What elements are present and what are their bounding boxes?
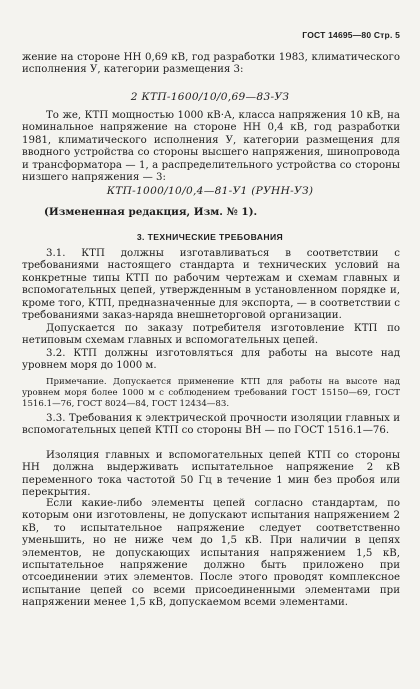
clause-3-2: 3.2. КТП должны изготовляться для работы на высоте над уровнем моря до 1000 м. — [22, 348, 400, 372]
clause-3-2-note: Примечание. Допускается применение КТП для работы на высоте над уровнем моря более 1000 м с соблюдением требований ГОСТ 15150—69, ГОСТ 1516.1—76, ГОСТ 8024—84, ГОСТ 12434—83. — [22, 377, 400, 409]
running-header: ГОСТ 14695—80 Стр. 5 — [302, 30, 400, 40]
designation-formula-1: 2 КТП-1600/10/0,69—83-УЗ — [130, 91, 290, 103]
section-title: 3. ТЕХНИЧЕСКИЕ ТРЕБОВАНИЯ — [136, 232, 284, 242]
clause-3-3-test-voltage: Если какие-либо элементы цепей согласно стандартам, по которым они изготовлены, не допускают испытания напряжением 2 кВ, то испытательное напряжение следует соответственно уменьшить, но не ниже чем до 1,5 кВ. При наличии в цепях элементов, не допускающих испытания напряжением 1,5 кВ, испытательное напряжение должно быть приложено при отсоединении этих элементов. После этого проводят комплексное испытание цепей со всеми присоединенными элементами при напряжении менее 1,5 кВ, допускаемом всеми элементами. — [22, 498, 400, 609]
clause-3-1: 3.1. КТП должны изготавливаться в соответствии с требованиями настоящего стандарта и технических условий на конкретные типы КТП по рабочим чертежам и схемам главных и вспомогательных цепей, утвержденным в установленном порядке и, кроме того, КТП, предназначенные для экспорта, — в соответствии с требованиями заказ-наряда внешнеторговой организации. — [22, 248, 400, 322]
clause-3-3-insulation: Изоляция главных и вспомогательных цепей КТП со стороны НН должна выдерживать испытательное напряжение 2 кВ переменного тока частотой 50 Гц в течение 1 мин без пробоя или перекрытия. — [22, 450, 400, 499]
revision-note: (Измененная редакция, Изм. № 1). — [44, 206, 258, 218]
designation-formula-2: КТП-1000/10/0,4—81-У1 (РУНН-УЗ) — [106, 185, 314, 197]
paragraph-formula1-intro: жение на стороне НН 0,69 кВ, год разработки 1983, климатического исполнения У, категории размещения 3: — [22, 52, 400, 76]
paragraph-example-2: То же, КТП мощностью 1000 кВ·А, класса напряжения 10 кВ, на номинальное напряжение на стороне НН 0,4 кВ, год разработки 1981, климатического исполнения У, категории размещения для вводного устройства со стороны высшего напряжения, шинопровода и трансформатора — 1, а распределительного устройства со стороны низшего напряжения — 3: — [22, 110, 400, 184]
clause-3-1-addendum: Допускается по заказу потребителя изготовление КТП по нетиповым схемам главных и вспомогательных цепей. — [22, 323, 400, 347]
clause-3-3: 3.3. Требования к электрической прочности изоляции главных и вспомогательных цепей КТП со стороны ВН — по ГОСТ 1516.1—76. — [22, 413, 400, 437]
